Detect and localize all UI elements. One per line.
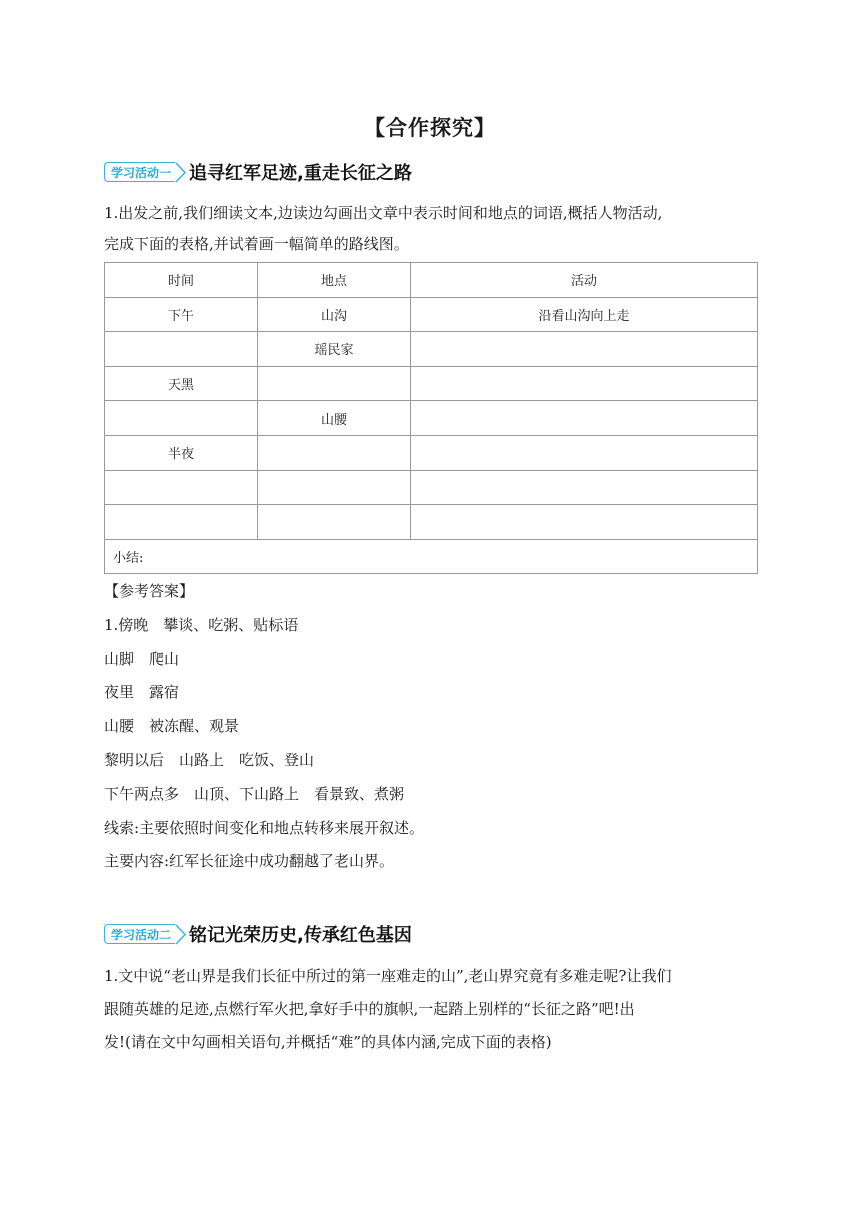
answer-line: 黎明以后 山路上 吃饭、登山: [104, 751, 315, 769]
time-cell: [105, 332, 258, 367]
table-row: [105, 435, 758, 470]
activity-2-heading: 铭记光荣历史,传承红色基因: [189, 925, 412, 946]
table-row: [105, 470, 758, 505]
place-cell: 瑶民家: [258, 332, 411, 367]
time-cell: 下午: [105, 297, 258, 332]
activity-2-question-line-3: 发!(请在文中勾画相关语句,并概括“难”的具体内涵,完成下面的表格): [104, 1033, 552, 1051]
time-cell: 半夜: [105, 435, 258, 470]
place-cell: 山腰: [258, 401, 411, 436]
place-cell: [258, 366, 411, 401]
activity-cell: [411, 470, 758, 505]
activity-cell: [411, 332, 758, 367]
answer-line: 下午两点多 山顶、下山路上 看景致、煮粥: [104, 785, 405, 803]
answer-line: 夜里 露宿: [104, 683, 180, 701]
activity-2-question-line-1: 1.文中说“老山界是我们长征中所过的第一座难走的山”,老山界究竟有多难走呢?让我们: [104, 967, 672, 985]
activity-2-question-line-2: 跟随英雄的足迹,点燃行军火把,拿好手中的旗帜,一起踏上别样的“长征之路”吧!出: [104, 1000, 635, 1018]
answer-line: 山腰 被冻醒、观景: [104, 717, 240, 735]
chevron-right-icon: [175, 924, 187, 945]
activity-1-question-line-1: 1.出发之前,我们细读文本,边读边勾画出文章中表示时间和地点的词语,概括人物活动,: [104, 204, 663, 222]
activity-1-question: [104, 198, 764, 260]
table-row: [105, 297, 758, 332]
activity-cell: [411, 401, 758, 436]
activity-1-tag: [104, 162, 175, 182]
activity-2-tag: [104, 924, 175, 944]
table-header-cell: 时间: [105, 263, 258, 298]
activity-cell: 沿看山沟向上走: [411, 297, 758, 332]
summary-cell: 小结:: [105, 539, 758, 574]
table-row: [105, 366, 758, 401]
answer-title: 【参考答案】: [104, 582, 195, 600]
place-cell: [258, 505, 411, 540]
activity-cell: [411, 366, 758, 401]
timeline-table: [104, 262, 758, 574]
time-cell: [105, 401, 258, 436]
activity-cell: [411, 435, 758, 470]
time-cell: 天黑: [105, 366, 258, 401]
activity-cell: [411, 505, 758, 540]
activity-2-tag-label: 学习活动二: [111, 927, 172, 942]
answer-line: 山脚 爬山: [104, 650, 180, 668]
activity-2-question: [104, 960, 764, 1059]
activity-1-header: [104, 158, 412, 186]
place-cell: 山沟: [258, 297, 411, 332]
time-cell: [105, 505, 258, 540]
answer-line: 主要内容:红军长征途中成功翻越了老山界。: [104, 852, 395, 870]
table-summary-row: [105, 539, 758, 574]
chevron-right-icon: [175, 162, 187, 183]
table-header-cell: 活动: [411, 263, 758, 298]
table-row: [105, 401, 758, 436]
activity-1-heading: 追寻红军足迹,重走长征之路: [189, 163, 412, 184]
place-cell: [258, 470, 411, 505]
activity-1-question-line-2: 完成下面的表格,并试着画一幅简单的路线图。: [104, 235, 409, 253]
table-row: [105, 505, 758, 540]
table-header-cell: 地点: [258, 263, 411, 298]
activity-2-header: [104, 920, 412, 948]
place-cell: [258, 435, 411, 470]
page-title: 【合作探究】: [364, 116, 496, 140]
time-cell: [105, 470, 258, 505]
table-row: [105, 332, 758, 367]
answer-line: 线索:主要依照时间变化和地点转移来展开叙述。: [104, 819, 425, 837]
activity-1-tag-label: 学习活动一: [111, 165, 172, 180]
table-header-row: [105, 263, 758, 298]
answer-line: 1.傍晚 攀谈、吃粥、贴标语: [104, 616, 299, 634]
